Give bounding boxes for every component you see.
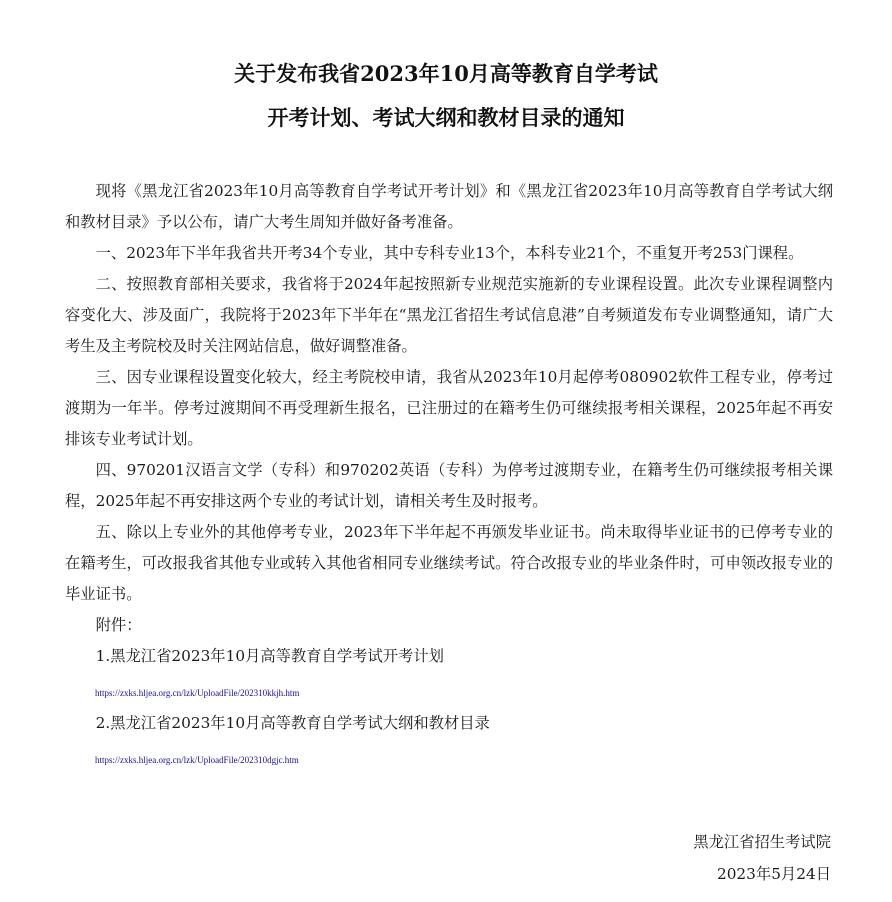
issuer-name: 黑龙江省招生考试院 — [693, 833, 831, 851]
notice-body — [65, 176, 833, 767]
attachment-1-title: 1.黑龙江省2023年10月高等教育自学考试开考计划 — [95, 647, 444, 665]
paragraph-intro: 现将《黑龙江省2023年10月高等教育自学考试开考计划》和《黑龙江省2023年10月高等教育自学考试大纲和教材目录》予以公布，请广大考生周知并做好备考准备。 — [65, 182, 833, 231]
attachment-2-title: 2.黑龙江省2023年10月高等教育自学考试大纲和教材目录 — [95, 714, 490, 732]
title-line-2: 开考计划、考试大纲和教材目录的通知 — [267, 105, 625, 130]
paragraph-2: 二、按照教育部相关要求，我省将于2024年起按照新专业规范实施新的专业课程设置。此次专业课程调整内容变化大、涉及面广，我院将于2023年下半年在“黑龙江省招生考试信息港”自考频道发布专业调整通知，请广大考生及主考院校及时关注网站信息，做好调整准备。 — [65, 275, 833, 355]
attachment-1-link[interactable]: https://zxks.hljea.org.cn/lzk/UploadFile/202310kkjh.htm — [95, 688, 300, 698]
paragraph-5: 五、除以上专业外的其他停考专业，2023年下半年起不再颁发毕业证书。尚未取得毕业证书的已停考专业的在籍考生，可改报我省其他专业或转入其他省相同专业继续考试。符合改报专业的毕业条件时，可申领改报专业的毕业证书。 — [65, 523, 833, 603]
title-line-1: 关于发布我省2023年10月高等教育自学考试 — [234, 61, 658, 86]
issue-date: 2023年5月24日 — [716, 865, 831, 883]
paragraph-4: 四、970201汉语言文学（专科）和970202英语（专科）为停考过渡期专业，在籍考生仍可继续报考相关课程，2025年起不再安排这两个专业的考试计划，请相关考生及时报考。 — [65, 461, 833, 510]
attachment-2-link[interactable]: https://zxks.hljea.org.cn/lzk/UploadFile/202310dgjc.htm — [95, 755, 299, 765]
paragraph-1: 一、2023年下半年我省共开考34个专业，其中专科专业13个，本科专业21个，不重复开考253门课程。 — [95, 244, 804, 262]
paragraph-3: 三、因专业课程设置变化较大，经主考院校申请，我省从2023年10月起停考080902软件工程专业，停考过渡期为一年半。停考过渡期间不再受理新生报名，已注册过的在籍考生仍可继续报考相关课程，2025年起不再安排该专业考试计划。 — [65, 368, 833, 448]
attachment-label: 附件： — [95, 616, 142, 634]
